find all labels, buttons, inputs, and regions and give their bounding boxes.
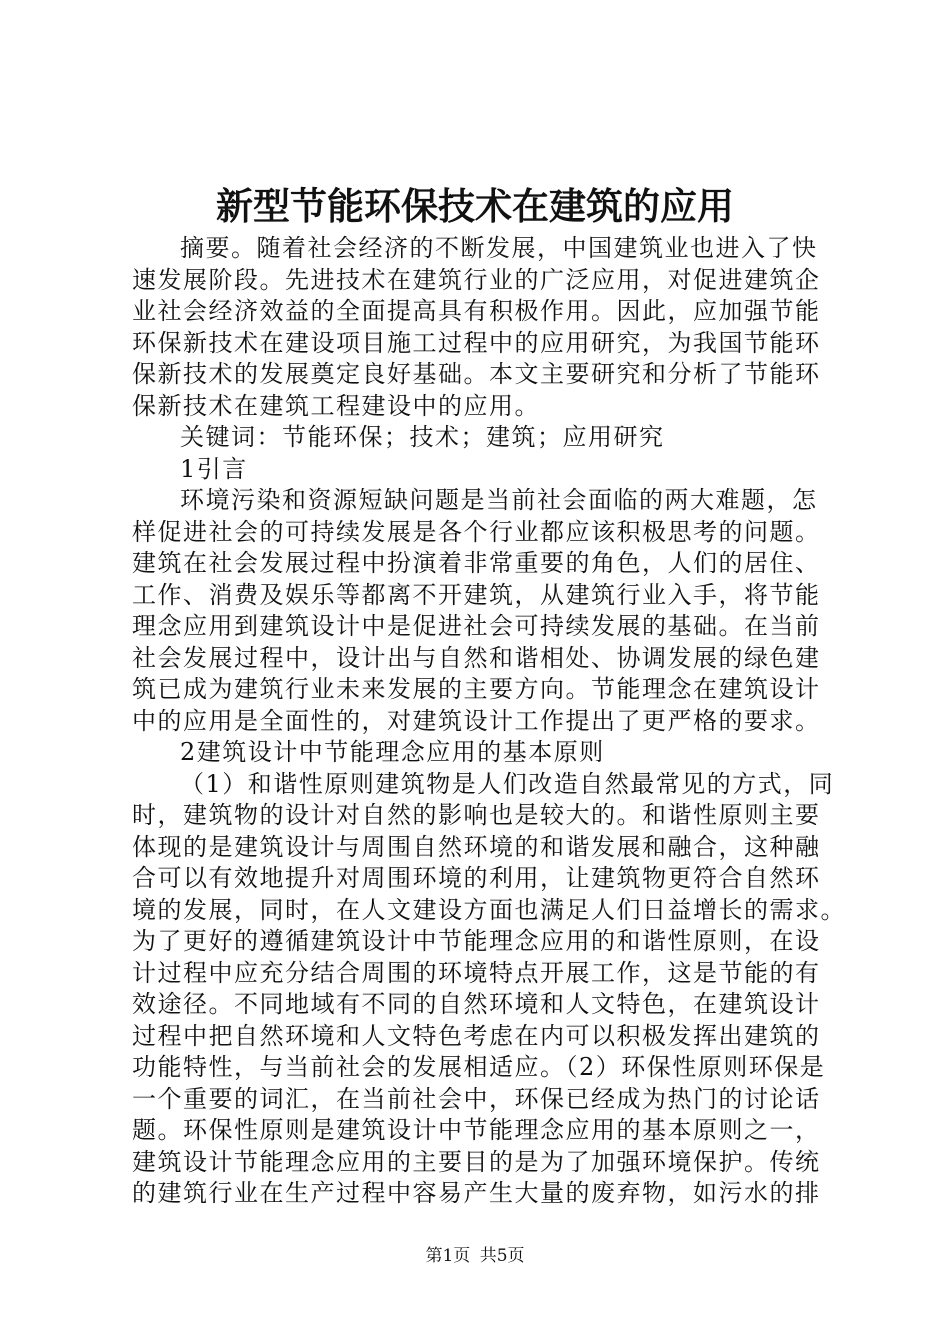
- text-line: 1引言: [180, 454, 248, 483]
- text-line: 效途径。不同地域有不同的自然环境和人文特色，在建筑设计: [132, 990, 821, 1018]
- text-line: 为了更好的遵循建筑设计中节能理念应用的和谐性原则，在设: [132, 927, 821, 955]
- document-body: [132, 233, 846, 1210]
- text-line: 理念应用到建筑设计中是促进社会可持续发展的基础。在当前: [132, 612, 821, 640]
- text-line: 题。环保性原则是建筑设计中节能理念应用的基本原则之一，: [132, 1116, 821, 1144]
- text-line: 中的应用是全面性的，对建筑设计工作提出了更严格的要求。: [132, 706, 821, 735]
- text-line: 保新技术的发展奠定良好基础。本文主要研究和分析了节能环: [132, 360, 821, 388]
- text-line: 筑已成为建筑行业未来发展的主要方向。节能理念在建筑设计: [132, 675, 821, 703]
- text-line: 2建筑设计中节能理念应用的基本原则: [180, 738, 605, 766]
- text-line: 工作、消费及娱乐等都离不开建筑，从建筑行业入手，将节能: [132, 580, 821, 609]
- text-line: 社会发展过程中，设计出与自然和谐相处、协调发展的绿色建: [132, 643, 821, 672]
- text-line: 计过程中应充分结合周围的环境特点开展工作，这是节能的有: [132, 958, 821, 987]
- text-line: （1）和谐性原则建筑物是人们改造自然最常见的方式，同: [180, 769, 835, 798]
- text-line: 环境污染和资源短缺问题是当前社会面临的两大难题，怎: [180, 486, 818, 514]
- page-total: 共5页: [479, 1246, 525, 1266]
- text-line: 建筑在社会发展过程中扮演着非常重要的角色，人们的居住、: [132, 549, 821, 577]
- text-line: 建筑设计节能理念应用的主要目的是为了加强环境保护。传统: [132, 1147, 821, 1176]
- text-line: 境的发展，同时，在人文建设方面也满足人们日益增长的需求。: [132, 895, 846, 924]
- text-line: 合可以有效地提升对周围环境的利用，让建筑物更符合自然环: [132, 864, 821, 892]
- text-line: 样促进社会的可持续发展是各个行业都应该积极思考的问题。: [132, 517, 821, 546]
- text-line: 体现的是建筑设计与周围自然环境的和谐发展和融合，这种融: [132, 832, 821, 861]
- text-line: 一个重要的词汇，在当前社会中，环保已经成为热门的讨论话: [132, 1084, 821, 1113]
- text-line: 功能特性，与当前社会的发展相适应。（2）环保性原则环保是: [132, 1053, 826, 1081]
- page-footer: [0, 1245, 950, 1267]
- page-number: 第1页: [425, 1246, 471, 1266]
- text-line: 过程中把自然环境和人文特色考虑在内可以积极发挥出建筑的: [132, 1021, 821, 1050]
- text-line: 关键词：节能环保；技术；建筑；应用研究: [180, 423, 665, 451]
- text-line: 摘要。随着社会经济的不断发展，中国建筑业也进入了快: [180, 234, 818, 262]
- text-line: 环保新技术在建设项目施工过程中的应用研究，为我国节能环: [132, 328, 821, 357]
- text-line: 速发展阶段。先进技术在建筑行业的广泛应用，对促进建筑企: [132, 265, 821, 294]
- text-line: 时，建筑物的设计对自然的影响也是较大的。和谐性原则主要: [132, 801, 821, 829]
- document-title: 新型节能环保技术在建筑的应用: [216, 185, 734, 228]
- text-line: 的建筑行业在生产过程中容易产生大量的废弃物，如污水的排: [132, 1179, 821, 1207]
- text-line: 业社会经济效益的全面提高具有积极作用。因此，应加强节能: [132, 297, 821, 325]
- text-line: 保新技术在建筑工程建设中的应用。: [132, 391, 540, 420]
